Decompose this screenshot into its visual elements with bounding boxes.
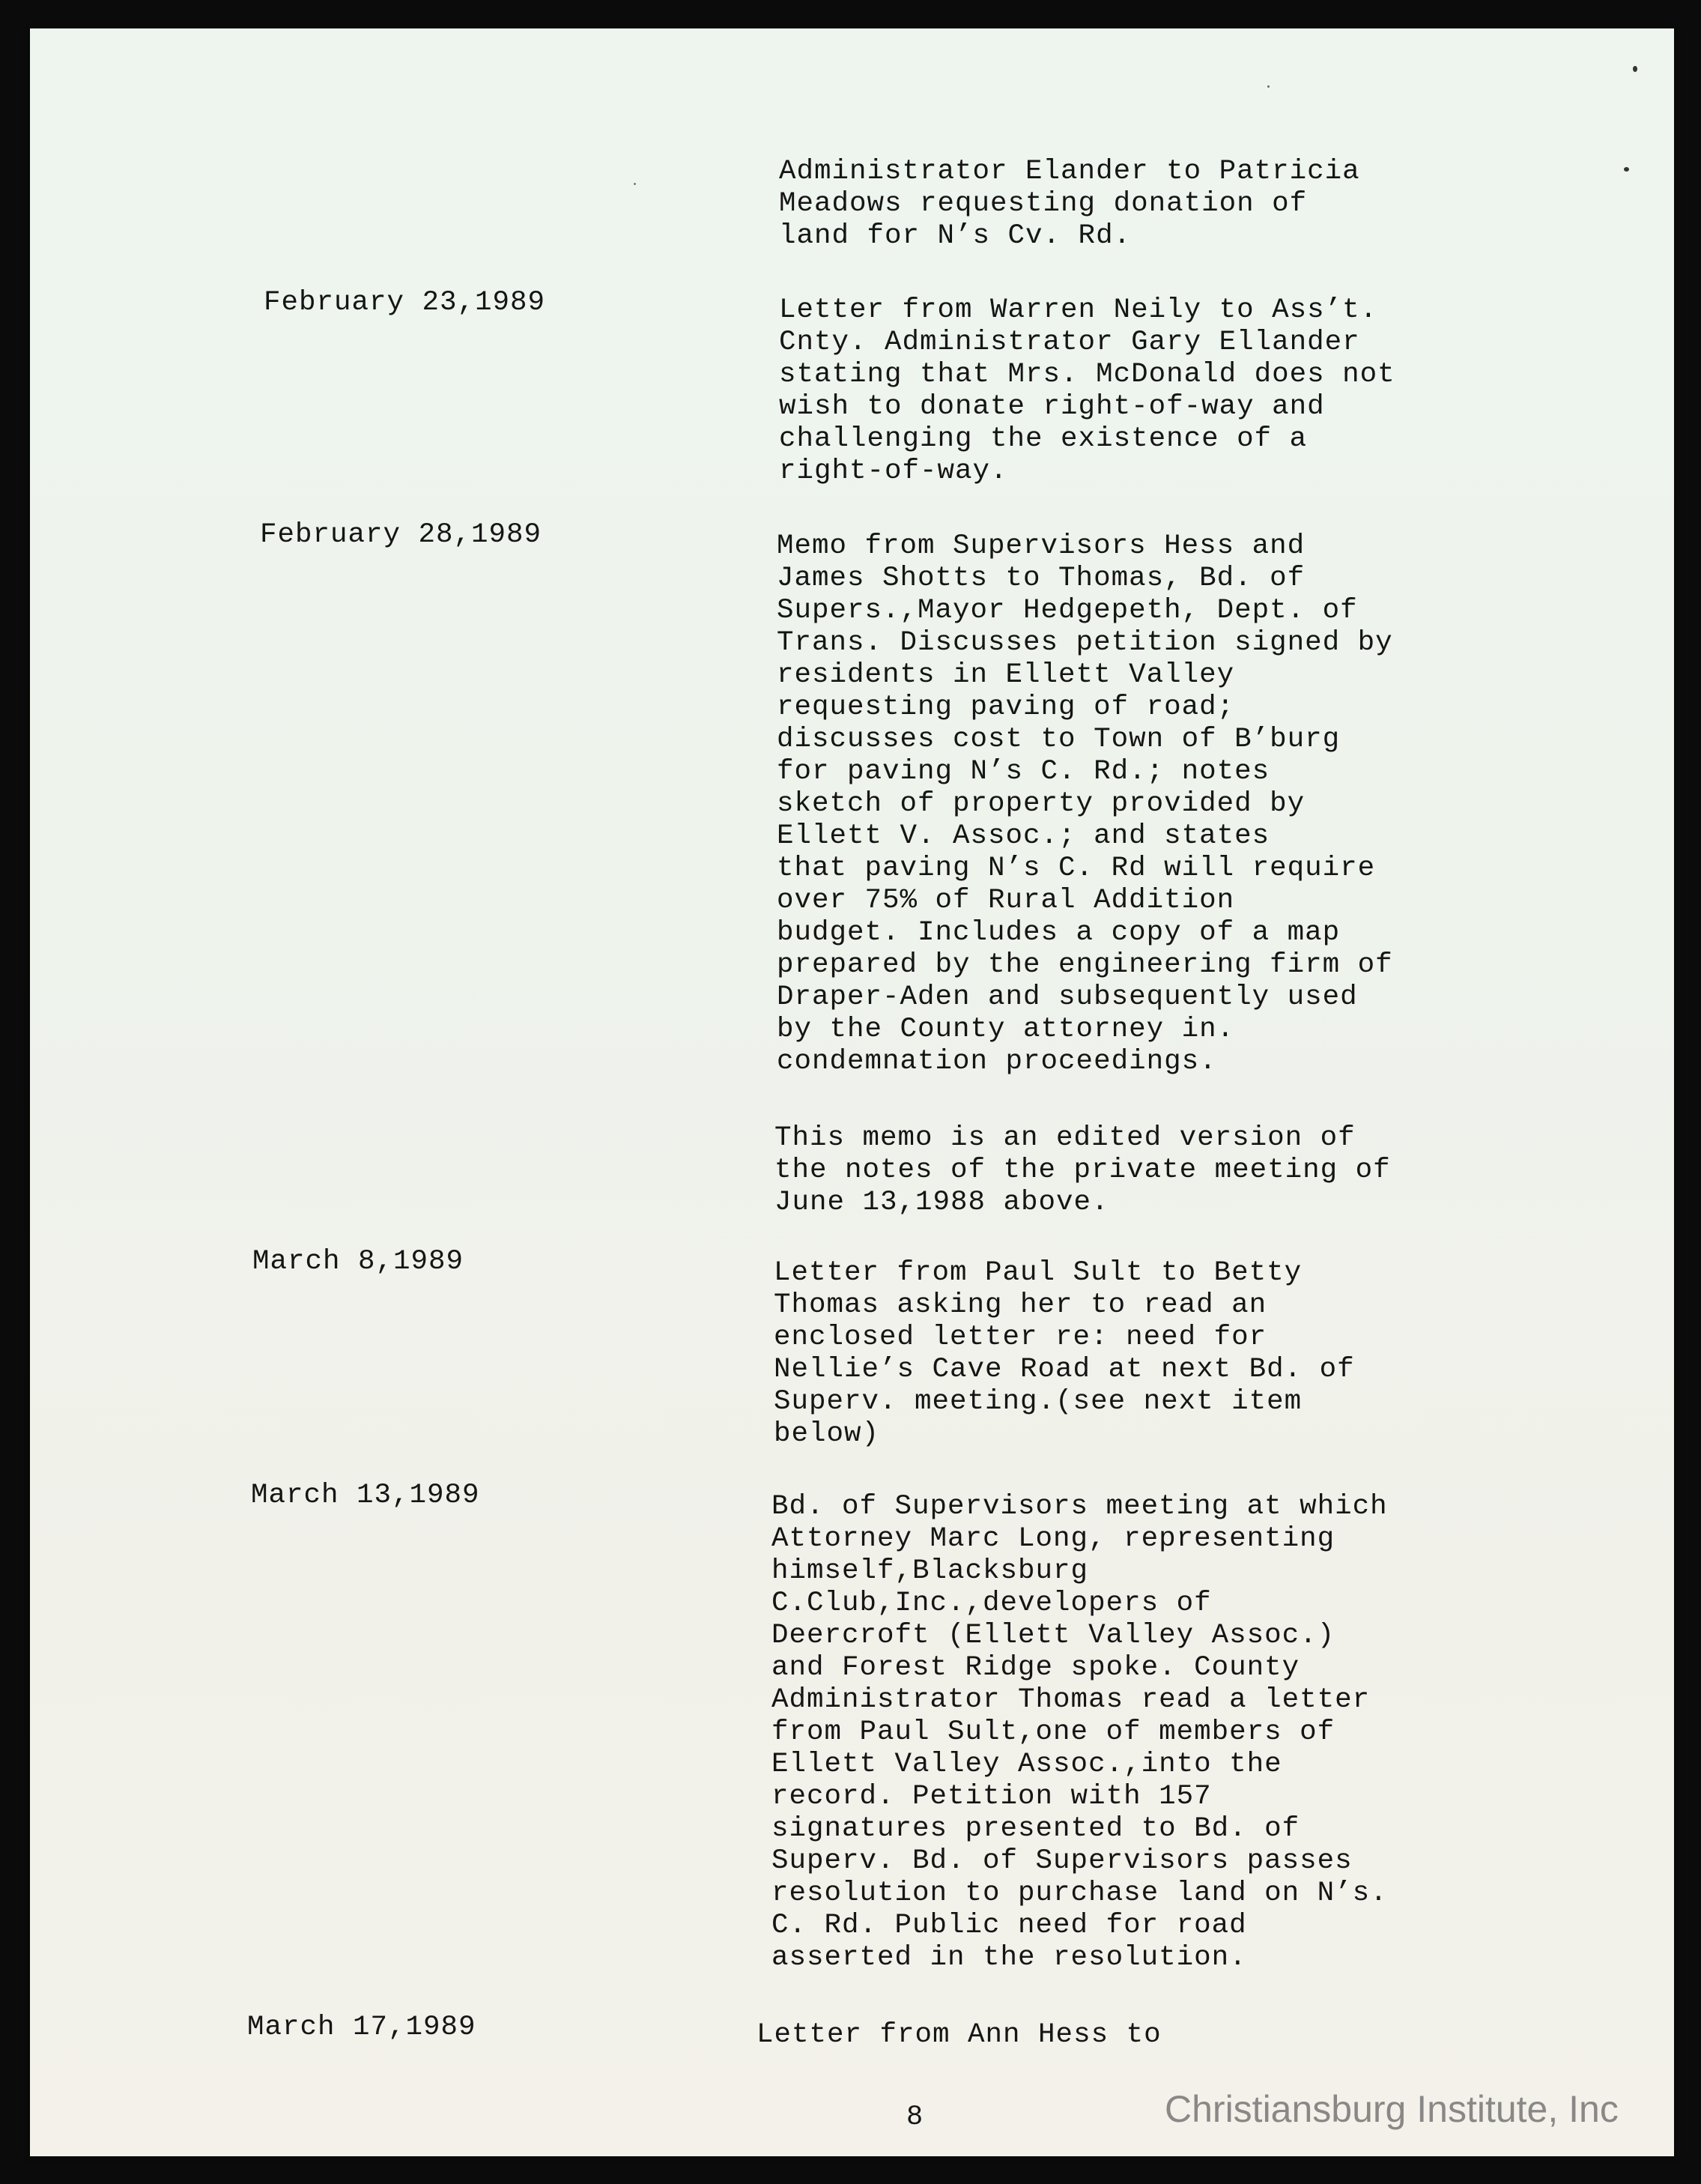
entry-text: Letter from Ann Hess to [756, 2019, 1162, 2051]
entry-text: Memo from Supervisors Hess and James Shotts to Thomas, Bd. of Supers.,Mayor Hedgepeth, Dept. of Trans. Discusses petition signed by residents in Ellett Valley requesting paving of road; discusses cost to Town of B’burg for paving N’s C. Rd.; notes sketch of property provided by Ellett V. Assoc.; and states that paving N’s C. Rd will require over 75% of Rural Addition budget. Includes a copy of a map prepared by the engineering firm of Draper-Aden and subsequently used by the County attorney in. condemnation proceedings. [777, 530, 1393, 1077]
entry-text: Bd. of Supervisors meeting at which Attorney Marc Long, representing himself,Blacksburg C.Club,Inc.,developers of Deercroft (Ellett Valley Assoc.) and Forest Ridge spoke. County Administrator Thomas read a letter from Paul Sult,one of members of Ellett Valley Assoc.,into the record. Petition with 157 signatures presented to Bd. of Superv. Bd. of Supervisors passes resolution to purchase land on N’s. C. Rd. Public need for road asserted in the resolution. [771, 1491, 1388, 1973]
entry-description [756, 2019, 1162, 2051]
entry-text: Letter from Paul Sult to Betty Thomas asking her to read an enclosed letter re: need for Nellie’s Cave Road at next Bd. of Superv. meeting.(see next item below) [774, 1257, 1355, 1450]
entry-description [779, 294, 1395, 488]
entry-description [777, 530, 1393, 1078]
scan-speck [634, 183, 636, 185]
entry-date: March 8,1989 [252, 1246, 464, 1277]
page-number: 8 [906, 2102, 924, 2133]
entry-continuation [779, 156, 1360, 252]
entry-text: This memo is an edited version of the notes of the private meeting of June 13,1988 above. [774, 1122, 1391, 1218]
scan-speck [1633, 66, 1637, 72]
watermark: Christiansburg Institute, Inc [1165, 2088, 1619, 2130]
entry-date: February 23,1989 [264, 287, 546, 318]
entry-note [774, 1122, 1391, 1219]
entry-description [771, 1491, 1388, 1974]
entry-date: March 17,1989 [247, 2012, 476, 2043]
entry-description [774, 1257, 1355, 1451]
entry-date: March 13,1989 [251, 1480, 480, 1511]
scan-speck [1624, 167, 1629, 172]
entry-date: February 28,1989 [260, 519, 542, 551]
scan-speck [1267, 85, 1270, 88]
entry-text: Administrator Elander to Patricia Meadows requesting donation of land for N’s Cv. Rd. [779, 156, 1360, 252]
document-page [30, 28, 1674, 2156]
entry-text: Letter from Warren Neily to Ass’t. Cnty. Administrator Gary Ellander stating that Mrs. McDonald does not wish to donate right-of-way and challenging the existence of a right-of-way. [779, 294, 1395, 487]
